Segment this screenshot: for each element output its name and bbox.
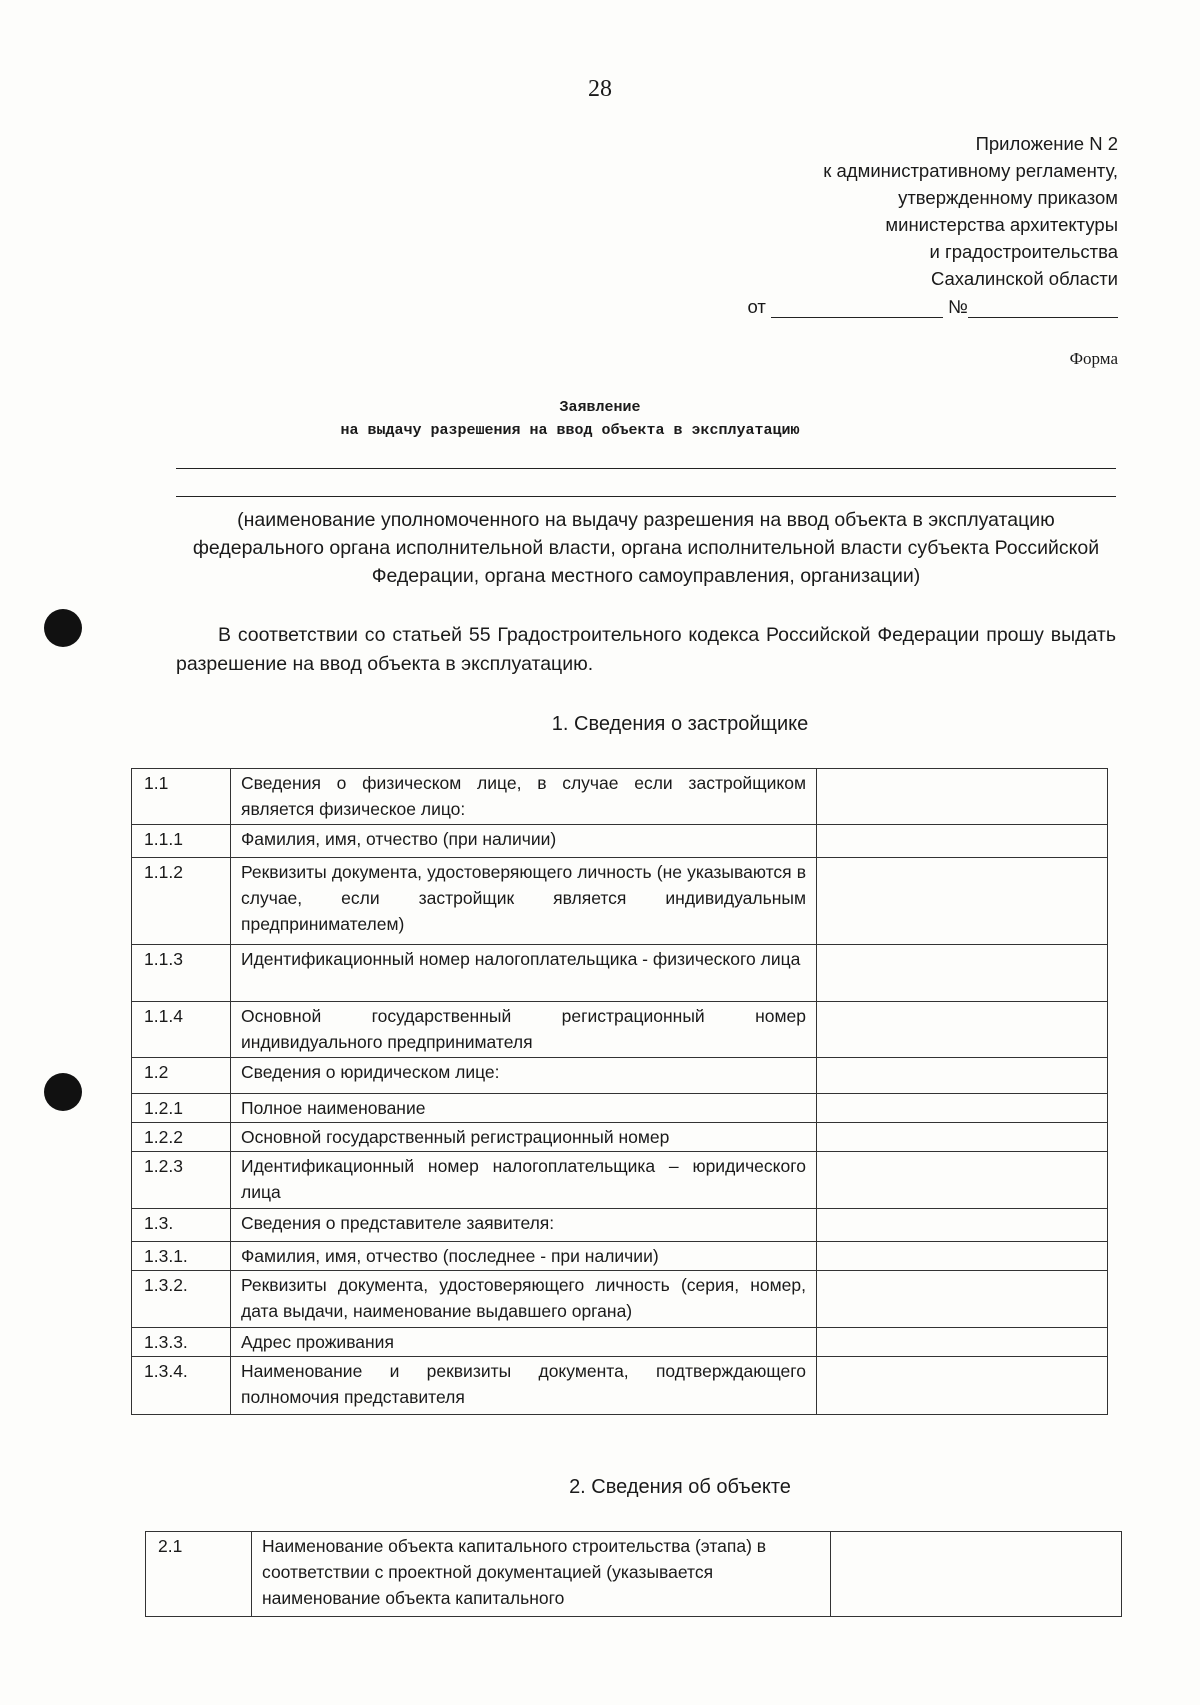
- row-description: Фамилия, имя, отчество (последнее - при наличии): [231, 1242, 817, 1271]
- table-row: [132, 858, 1108, 945]
- table-row: [132, 1058, 1108, 1094]
- row-value-cell[interactable]: [817, 769, 1108, 825]
- appendix-line: утвержденному приказом: [898, 187, 1118, 208]
- row-number: 1.1.1: [132, 825, 231, 858]
- row-number: 1.3.2.: [132, 1271, 231, 1328]
- row-description: Основной государственный регистрационный номер индивидуального предпринимателя: [231, 1002, 817, 1058]
- table-row: [132, 1357, 1108, 1415]
- table-row: [132, 825, 1108, 858]
- row-number: 1.3.1.: [132, 1242, 231, 1271]
- row-value-cell[interactable]: [817, 1271, 1108, 1328]
- section-2-title: 2. Сведения об объекте: [569, 1476, 791, 1498]
- row-number: 1.1.2: [132, 858, 231, 945]
- table-row: [132, 1328, 1108, 1357]
- form-label: Форма: [1069, 349, 1118, 368]
- row-description: Наименование объекта капитального строительства (этапа) в соответствии с проектной документацией (указывается наименование объекта капитального: [252, 1532, 831, 1617]
- row-value-cell[interactable]: [817, 1002, 1108, 1058]
- authority-blank-line-2[interactable]: [176, 496, 1116, 497]
- row-value-cell[interactable]: [817, 1242, 1108, 1271]
- request-text: [176, 621, 1116, 679]
- row-value-cell[interactable]: [817, 1328, 1108, 1357]
- table-row: [132, 945, 1108, 1002]
- table-row: [132, 1271, 1108, 1328]
- row-number: 1.3.3.: [132, 1328, 231, 1357]
- appendix-line: и градостроительства: [929, 241, 1118, 262]
- row-number: 1.3.: [132, 1209, 231, 1242]
- row-number: 1.1.4: [132, 1002, 231, 1058]
- appendix-line: Приложение N 2: [975, 133, 1118, 154]
- appendix-block: [823, 130, 1118, 292]
- application-title: [0, 396, 1200, 442]
- row-value-cell[interactable]: [817, 945, 1108, 1002]
- row-description: Идентификационный номер налогоплательщика – юридического лица: [231, 1152, 817, 1209]
- row-value-cell[interactable]: [817, 858, 1108, 945]
- developer-info-table: [131, 768, 1108, 1415]
- number-blank[interactable]: [968, 299, 1118, 318]
- row-description: Реквизиты документа, удостоверяющего личность (не указываются в случае, если застройщик является индивидуальным предпринимателем): [231, 858, 817, 945]
- table-row: [132, 769, 1108, 825]
- row-value-cell[interactable]: [817, 1209, 1108, 1242]
- table-row: [146, 1532, 1122, 1617]
- row-value-cell[interactable]: [817, 1094, 1108, 1123]
- row-value-cell[interactable]: [817, 1058, 1108, 1094]
- section-1-title: 1. Сведения о застройщике: [551, 713, 809, 735]
- row-number: 1.2.2: [132, 1123, 231, 1152]
- row-description: Сведения о юридическом лице:: [231, 1058, 817, 1094]
- row-value-cell[interactable]: [817, 825, 1108, 858]
- table-row: [132, 1242, 1108, 1271]
- appendix-line: Сахалинской области: [930, 268, 1118, 289]
- table-row: [132, 1123, 1108, 1152]
- number-sign: №: [948, 296, 968, 317]
- row-number: 1.2: [132, 1058, 231, 1094]
- authority-blank-line-1[interactable]: [176, 468, 1116, 469]
- row-number: 1.2.1: [132, 1094, 231, 1123]
- row-value-cell[interactable]: [831, 1532, 1122, 1617]
- appendix-line: министерства архитектуры: [885, 214, 1118, 235]
- date-number-line: [748, 296, 1119, 318]
- row-number: 1.3.4.: [132, 1357, 231, 1415]
- row-description: Адрес проживания: [231, 1328, 817, 1357]
- table-row: [132, 1094, 1108, 1123]
- punch-hole: [44, 609, 82, 647]
- title-line-1: Заявление: [559, 399, 641, 416]
- table-row: [132, 1152, 1108, 1209]
- row-number: 1.1: [132, 769, 231, 825]
- request-text-content: В соответствии со статьей 55 Градостроительного кодекса Российской Федерации прошу выдать разрешение на ввод объекта в эксплуатацию.: [176, 624, 1116, 675]
- row-description: Идентификационный номер налогоплательщика - физического лица: [231, 945, 817, 1002]
- row-value-cell[interactable]: [817, 1123, 1108, 1152]
- table-row: [132, 1209, 1108, 1242]
- page-number: 28: [588, 76, 612, 102]
- row-number: 1.2.3: [132, 1152, 231, 1209]
- table-row: [132, 1002, 1108, 1058]
- row-number: 1.1.3: [132, 945, 231, 1002]
- row-value-cell[interactable]: [817, 1152, 1108, 1209]
- authority-caption: (наименование уполномоченного на выдачу разрешения на ввод объекта в эксплуатацию федерального органа исполнительной власти, органа исполнительной власти субъекта Российской Федерации, органа местного самоуправления, организации): [192, 509, 1100, 587]
- row-number: 2.1: [146, 1532, 252, 1617]
- title-line-2: на выдачу разрешения на ввод объекта в эксплуатацию: [340, 422, 800, 439]
- row-description: Реквизиты документа, удостоверяющего личность (серия, номер, дата выдачи, наименование выдавшего органа): [231, 1271, 817, 1328]
- row-value-cell[interactable]: [817, 1357, 1108, 1415]
- date-blank[interactable]: [771, 299, 943, 318]
- row-description: Сведения о физическом лице, в случае если застройщиком является физическое лицо:: [231, 769, 817, 825]
- object-info-table: [145, 1531, 1122, 1617]
- date-prefix: от: [747, 296, 766, 317]
- appendix-line: к административному регламенту,: [823, 160, 1118, 181]
- row-description: Полное наименование: [231, 1094, 817, 1123]
- row-description: Наименование и реквизиты документа, подтверждающего полномочия представителя: [231, 1357, 817, 1415]
- punch-hole: [44, 1073, 82, 1111]
- row-description: Основной государственный регистрационный номер: [231, 1123, 817, 1152]
- row-description: Сведения о представителе заявителя:: [231, 1209, 817, 1242]
- row-description: Фамилия, имя, отчество (при наличии): [231, 825, 817, 858]
